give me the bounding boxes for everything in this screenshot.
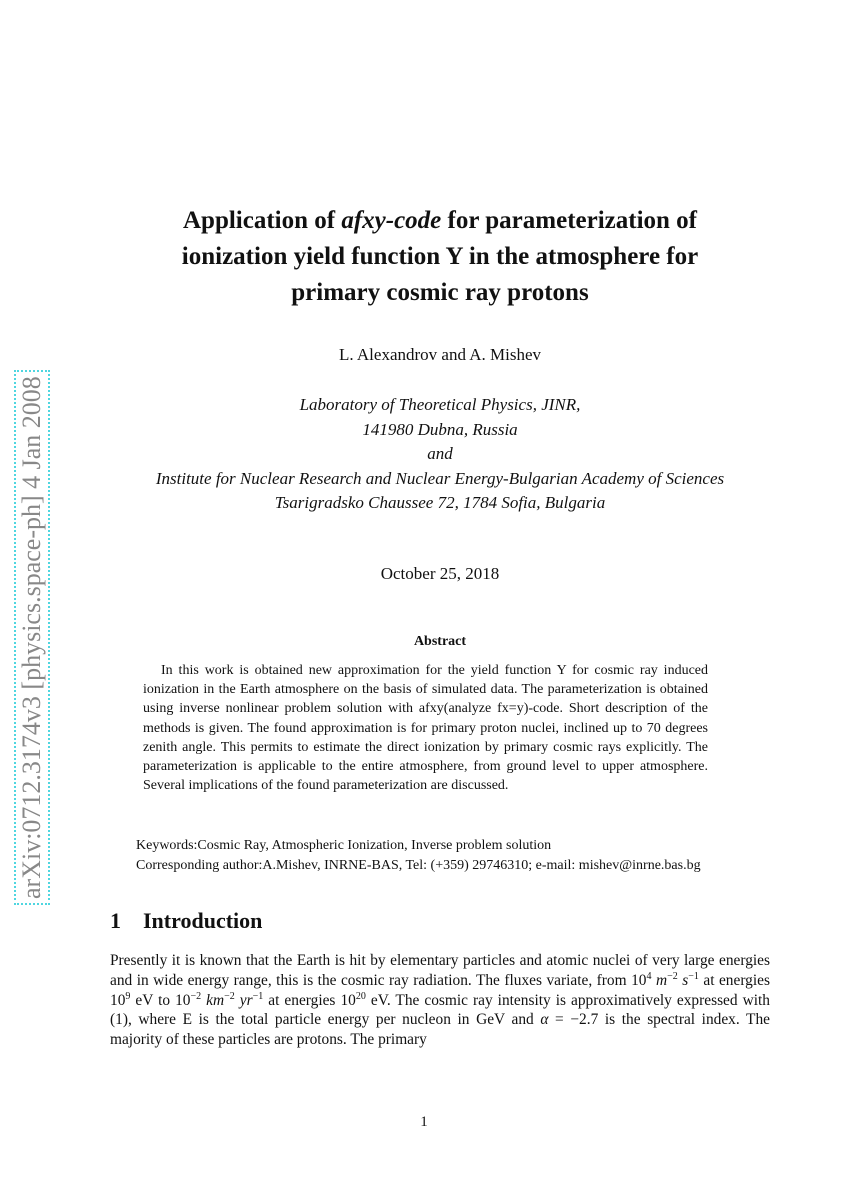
intro-text-segment: = −2.7 is the spectral index. The majority of these particles are protons. The primary (110, 1011, 770, 1049)
section-title: Introduction (143, 908, 263, 933)
page-number: 1 (420, 1114, 428, 1130)
intro-text-segment: −1 (688, 970, 699, 982)
section-number: 1 (110, 908, 121, 933)
intro-text-segment: m (655, 971, 668, 989)
title-line: primary cosmic ray protons (291, 279, 589, 306)
intro-text-segment: Presently it is known that the Earth is hit by elementary particles and atomic nuclei of very large energies and in wide energy range, this is the cosmic ray radiation. The fluxes variate, from 10 (110, 952, 770, 989)
intro-text-segment: 9 (125, 990, 131, 1002)
date: October 25, 2018 (380, 564, 500, 583)
paper-title (100, 203, 780, 311)
affiliation-line: 141980 Dubna, Russia (362, 419, 518, 439)
authors: L. Alexandrov and A. Mishev (338, 345, 542, 364)
arxiv-stamp (14, 305, 50, 905)
intro-paragraph (110, 951, 770, 1050)
corresponding-author: Corresponding author:A.Mishev, INRNE-BAS, Tel: (+359) 29746310; e-mail: mishev@inrne.bas.bg (136, 858, 701, 873)
intro-text-segment: −1 (252, 990, 264, 1002)
intro-text-segment: km (206, 991, 225, 1009)
keywords: Keywords:Cosmic Ray, Atmospheric Ionization, Inverse problem solution (136, 838, 552, 853)
intro-text-segment: at energies 10 (263, 991, 356, 1009)
affiliations (80, 393, 800, 516)
intro-text-segment: eV. The cosmic ray intensity is approximatively expressed with (1), where E is the total particle energy per nucleon in GeV and (110, 991, 770, 1029)
intro-text-segment: 20 (355, 990, 366, 1002)
affiliation-line: Institute for Nuclear Research and Nuclear Energy-Bulgarian Academy of Sciences (155, 468, 725, 488)
title-text: for parameterization of (441, 207, 697, 234)
affiliation-line: Laboratory of Theoretical Physics, JINR, (299, 395, 581, 414)
section-heading (110, 908, 262, 934)
intro-text-segment: 4 (646, 970, 652, 982)
intro-text-segment: −2 (224, 990, 235, 1002)
arxiv-id: arXiv:0712.3174v3 [physics.space-ph] 4 Jan 2008 (14, 370, 50, 905)
keywords-block (136, 836, 796, 876)
affiliation-line: and (427, 444, 453, 463)
intro-text-segment: eV to 10 (130, 991, 191, 1009)
intro-text-segment: α (540, 1011, 549, 1029)
affiliation-line: Tsarigradsko Chaussee 72, 1784 Sofia, Bulgaria (274, 493, 606, 512)
intro-text-segment: s (682, 971, 689, 989)
intro-text-segment: −2 (190, 990, 202, 1002)
title-line: ionization yield function Y in the atmosphere for (181, 243, 699, 270)
title-code-name: afxy-code (341, 207, 442, 234)
abstract-heading: Abstract (413, 634, 467, 649)
abstract-text: In this work is obtained new approximation for the yield function Y for cosmic ray induced ionization in the Earth atmosphere on the basis of simulated data. The parameterization is obtained using inverse nonlinear problem solution with afxy(analyze fx=y)-code. Short description of the methods is given. The found approximation is for primary proton nuclei, inclined up to 70 degrees zenith angle. This permits to estimate the direct ionization by primary cosmic rays explicitly. The parameterization is applicable to the entire atmosphere, from ground level to upper atmosphere. Several implications of the found parameterization are discussed. (143, 663, 708, 794)
title-text: Application of (182, 207, 342, 234)
intro-text-segment: yr (239, 991, 253, 1009)
intro-text-segment: −2 (667, 970, 678, 982)
intro-text-segment: at energies 10 (110, 971, 770, 1009)
